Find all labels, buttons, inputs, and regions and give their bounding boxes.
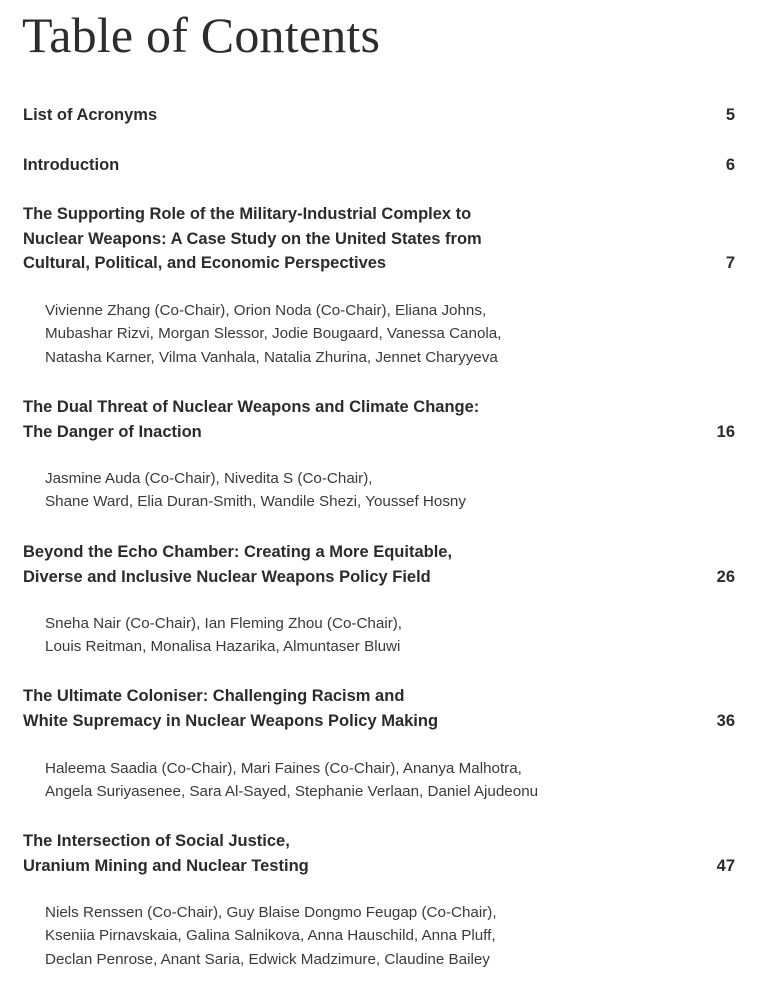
toc-entry-authors [45,299,501,369]
toc-page-number: 26 [716,567,735,586]
toc-entry-military-industrial-complex[interactable] [23,202,735,276]
toc-entry-authors [45,612,402,659]
toc-entry-social-justice[interactable] [23,829,735,878]
authors-line: Shane Ward, Elia Duran-Smith, Wandile Shezi, Youssef Hosny [45,493,466,511]
authors-line: Louis Reitman, Monalisa Hazarika, Almuntaser Bluwi [45,638,401,656]
toc-page-number: 5 [725,106,735,124]
toc-page-number: 36 [716,711,735,730]
toc-entry-heading [23,829,735,878]
toc-entry-dual-threat[interactable] [23,395,735,444]
page-title: Table of Contents [22,7,381,63]
toc-heading-line: The Ultimate Coloniser: Challenging Racism and [23,687,405,705]
authors-line: Mubashar Rizvi, Morgan Slessor, Jodie Bougaard, Vanessa Canola, [45,325,502,343]
authors-line: Haleema Saadia (Co-Chair), Mari Faines (Co-Chair), Ananya Malhotra, [45,760,522,777]
toc-entry-list-of-acronyms[interactable] [23,103,735,128]
toc-entry-heading [23,395,735,444]
toc-entry-heading [23,540,735,589]
toc-heading-line: Beyond the Echo Chamber: Creating a More Equitable, [23,543,453,561]
toc-heading-line: The Dual Threat of Nuclear Weapons and Climate Change: [23,398,480,416]
toc-entry-authors [45,757,538,804]
toc-heading-line: Uranium Mining and Nuclear Testing [23,856,309,875]
toc-entry-echo-chamber[interactable] [23,540,735,589]
toc-entry-authors [45,467,466,514]
toc-page-number: 47 [716,856,735,875]
toc-entry-introduction[interactable] [23,153,735,178]
toc-entry-heading [23,153,735,178]
authors-line: Niels Renssen (Co-Chair), Guy Blaise Dongmo Feugap (Co-Chair), [45,904,497,921]
toc-heading-line: Nuclear Weapons: A Case Study on the United States from [23,229,482,248]
toc-entry-heading [23,103,735,128]
toc-heading-line: The Intersection of Social Justice, [23,832,290,850]
toc-heading-line: List of Acronyms [23,106,158,124]
toc-heading-line: White Supremacy in Nuclear Weapons Policy Making [23,711,439,730]
toc-page-number: 7 [725,254,735,273]
authors-line: Sneha Nair (Co-Chair), Ian Fleming Zhou (Co-Chair), [45,615,403,632]
authors-line: Kseniia Pirnavskaia, Galina Salnikova, Anna Hauschild, Anna Pluff, [45,927,496,945]
toc-heading-line: Diverse and Inclusive Nuclear Weapons Policy Field [23,567,431,586]
toc-heading-line: The Danger of Inaction [23,422,202,441]
toc-heading-line: Cultural, Political, and Economic Perspectives [23,254,387,273]
toc-heading-line: Introduction [23,156,120,174]
toc-entry-authors [45,901,497,971]
toc-heading-line: The Supporting Role of the Military-Industrial Complex to [23,205,472,223]
toc-entry-ultimate-coloniser[interactable] [23,684,735,733]
authors-line: Vivienne Zhang (Co-Chair), Orion Noda (Co-Chair), Eliana Johns, [45,302,487,319]
authors-line: Natasha Karner, Vilma Vanhala, Natalia Zhurina, Jennet Charyyeva [45,348,498,366]
toc-page-number: 6 [725,156,735,174]
toc-page-number: 16 [716,422,735,441]
authors-line: Jasmine Auda (Co-Chair), Nivedita S (Co-Chair), [45,470,373,487]
authors-line: Angela Suriyasenee, Sara Al-Sayed, Stephanie Verlaan, Daniel Ajudeonu [45,783,539,801]
toc-entry-heading [23,684,735,733]
authors-line: Declan Penrose, Anant Saria, Edwick Madzimure, Claudine Bailey [45,950,490,968]
toc-entry-heading [23,202,735,276]
